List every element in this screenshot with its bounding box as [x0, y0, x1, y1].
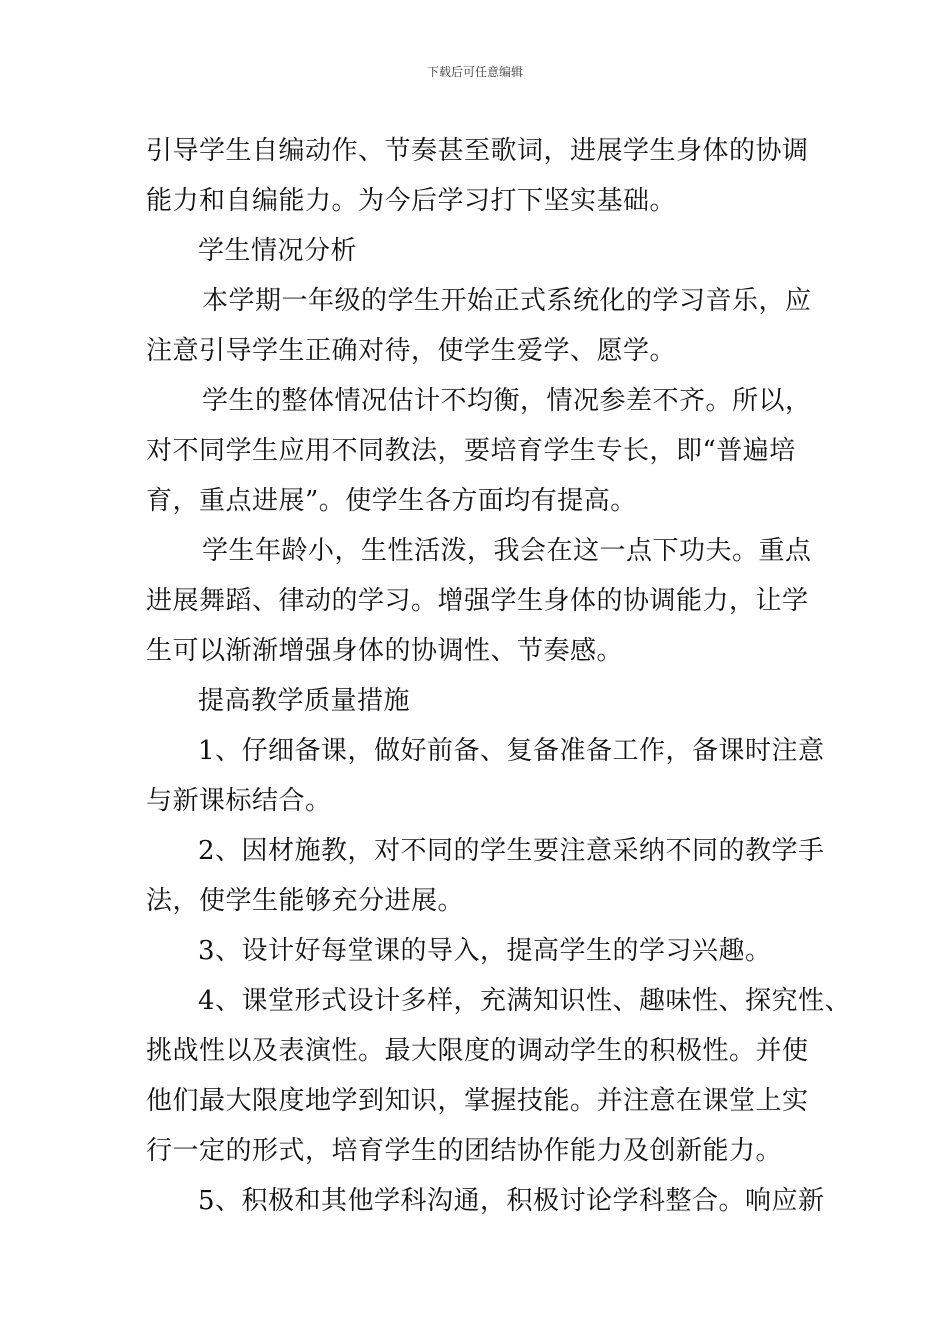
list-item: 2、因材施教，对不同的学生要注意采纳不同的教学手 [198, 836, 825, 866]
document-body [146, 126, 852, 1226]
paragraph-line: 育，重点进展”。使学生各方面均有提高。 [146, 486, 637, 516]
paragraph-line: 挑战性以及表演性。最大限度的调动学生的积极性。并使 [146, 1036, 809, 1066]
list-item: 5、积极和其他学科沟通，积极讨论学科整合。响应新 [198, 1186, 825, 1216]
paragraph-line: 行一定的形式，培育学生的团结协作能力及创新能力。 [146, 1136, 783, 1166]
section-heading: 学生情况分析 [198, 236, 358, 266]
page-header: 下载后可任意编辑 [426, 65, 523, 79]
paragraph-line: 对不同学生应用不同教法，要培育学生专长，即“普遍培 [146, 436, 796, 466]
section-heading: 提高教学质量措施 [198, 686, 411, 716]
paragraph-line: 注意引导学生正确对待，使学生爱学、愿学。 [146, 336, 677, 366]
paragraph-line: 引导学生自编动作、节奏甚至歌词，进展学生身体的协调 [146, 136, 809, 166]
paragraph-line: 与新课标结合。 [146, 786, 332, 816]
paragraph-line: 学生年龄小，生性活泼，我会在这一点下功夫。重点 [202, 536, 812, 566]
paragraph-line: 学生的整体情况估计不均衡，情况参差不齐。所以， [202, 386, 812, 416]
paragraph-line: 他们最大限度地学到知识，掌握技能。并注意在课堂上实 [146, 1086, 809, 1116]
paragraph-line: 进展舞蹈、律动的学习。增强学生身体的协调能力，让学 [146, 586, 809, 616]
paragraph-line: 法，使学生能够充分进展。 [146, 886, 465, 916]
list-item: 4、课堂形式设计多样，充满知识性、趣味性、探究性、 [198, 986, 852, 1016]
list-item: 3、设计好每堂课的导入，提高学生的学习兴趣。 [198, 936, 772, 966]
paragraph-line: 生可以渐渐增强身体的协调性、节奏感。 [146, 636, 624, 666]
paragraph-line: 本学期一年级的学生开始正式系统化的学习音乐，应 [202, 286, 812, 316]
paragraph-line: 能力和自编能力。为今后学习打下坚实基础。 [146, 186, 677, 216]
list-item: 1、仔细备课，做好前备、复备准备工作，备课时注意 [198, 736, 825, 766]
